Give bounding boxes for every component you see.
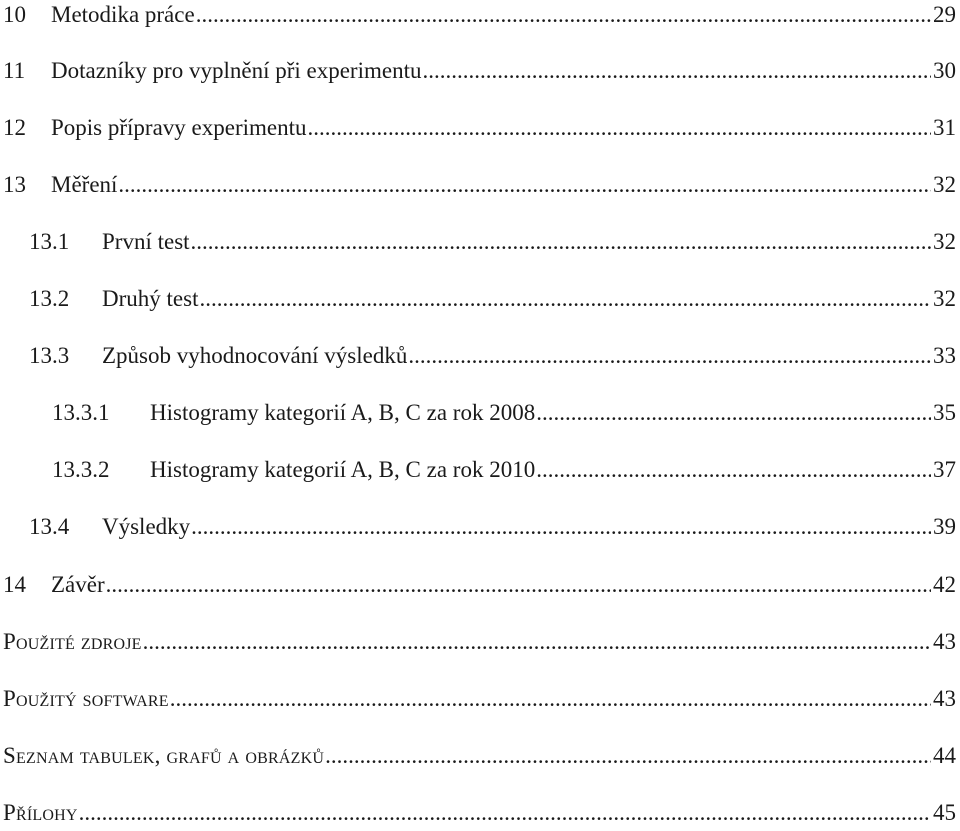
- toc-entry-pouzity-software[interactable]: [0, 684, 956, 714]
- dot-leader: [308, 113, 931, 143]
- toc-title: Seznam tabulek, grafů a obrázků: [3, 743, 325, 768]
- toc-number: 10: [3, 2, 26, 27]
- toc-number: 13.2: [29, 286, 70, 311]
- dot-leader: [191, 227, 931, 257]
- toc-number: 13.4: [29, 514, 70, 539]
- toc-title: Měření: [51, 172, 118, 197]
- toc-title: Použitý software: [3, 686, 169, 711]
- toc-page-number: 29: [933, 2, 956, 27]
- dot-leader: [118, 170, 931, 200]
- toc-page-number: 43: [933, 686, 956, 711]
- toc-title: Histogramy kategorií A, B, C za rok 2008: [150, 400, 536, 425]
- toc-entry-prilohy[interactable]: [0, 798, 956, 828]
- toc-page-number: 33: [933, 343, 956, 368]
- toc-number: 13.3: [29, 343, 70, 368]
- dot-leader: [408, 341, 931, 371]
- toc-title: Histogramy kategorií A, B, C za rok 2010: [150, 457, 536, 482]
- toc-title: Přílohy: [3, 800, 78, 825]
- toc-page-number: 37: [933, 457, 956, 482]
- dot-leader: [79, 798, 931, 828]
- dot-leader: [536, 455, 931, 485]
- dot-leader: [143, 627, 931, 657]
- dot-leader: [536, 398, 931, 428]
- toc-page-number: 43: [933, 629, 956, 654]
- toc-entry-12[interactable]: [0, 113, 956, 143]
- dot-leader: [106, 570, 931, 600]
- toc-entry-13-3-2[interactable]: [0, 455, 956, 485]
- toc-page-number: 31: [933, 115, 956, 140]
- toc-entry-13-2[interactable]: [0, 284, 956, 314]
- dot-leader: [199, 284, 931, 314]
- toc-page-number: 44: [933, 743, 956, 768]
- toc-page-number: 32: [933, 229, 956, 254]
- toc-entry-13-1[interactable]: [0, 227, 956, 257]
- dot-leader: [170, 684, 931, 714]
- toc-entry-10[interactable]: [0, 0, 956, 30]
- dot-leader: [325, 741, 931, 771]
- toc-title: Dotazníky pro vyplnění při experimentu: [51, 58, 422, 83]
- toc-page-number: 30: [933, 58, 956, 83]
- toc-entry-11[interactable]: [0, 56, 956, 86]
- dot-leader: [422, 56, 931, 86]
- toc-number: 13.1: [29, 229, 70, 254]
- toc-page-number: 32: [933, 172, 956, 197]
- toc-page-number: 35: [933, 400, 956, 425]
- toc-page-number: 42: [933, 572, 956, 597]
- toc-number: 11: [3, 58, 26, 83]
- dot-leader: [196, 0, 931, 30]
- toc-entry-13-4[interactable]: [0, 512, 956, 542]
- toc-page-number: 45: [933, 800, 956, 825]
- toc-entry-13-3[interactable]: [0, 341, 956, 371]
- toc-page-number: 39: [933, 514, 956, 539]
- toc-entry-13[interactable]: [0, 170, 956, 200]
- toc-number: 13: [3, 172, 26, 197]
- toc-entry-13-3-1[interactable]: [0, 398, 956, 428]
- toc-number: 13.3.1: [52, 400, 110, 425]
- toc-number: 13.3.2: [52, 457, 110, 482]
- toc-title: Použité zdroje: [3, 629, 142, 654]
- toc-title: První test: [102, 229, 190, 254]
- toc-title: Popis přípravy experimentu: [51, 115, 307, 140]
- toc-page-number: 32: [933, 286, 956, 311]
- toc-title: Metodika práce: [51, 2, 195, 27]
- toc-title: Druhý test: [102, 286, 199, 311]
- toc-entry-14[interactable]: [0, 570, 956, 600]
- toc-title: Způsob vyhodnocování výsledků: [102, 343, 408, 368]
- toc-number: 12: [3, 115, 26, 140]
- toc-entry-seznam-tabulek[interactable]: [0, 741, 956, 771]
- toc-title: Výsledky: [102, 514, 191, 539]
- dot-leader: [191, 512, 931, 542]
- toc-title: Závěr: [51, 572, 105, 597]
- toc-entry-pouzite-zdroje[interactable]: [0, 627, 956, 657]
- toc-number: 14: [3, 572, 26, 597]
